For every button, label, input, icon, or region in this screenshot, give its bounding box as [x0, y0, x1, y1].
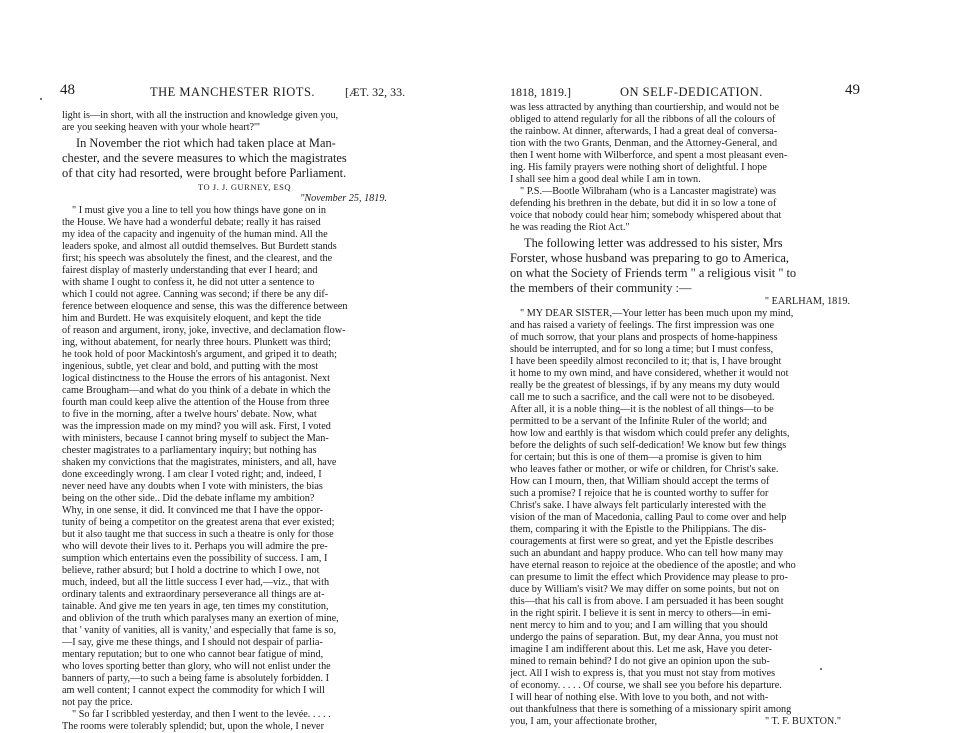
text-line: shaken my convictions that the magistrates, ministers, and all, have — [62, 457, 337, 468]
text-line: who loves sporting better than glory, who will not enlist under the — [62, 661, 331, 672]
text-line: ing. His family prayers were nothing short of delightful. I hope — [510, 162, 767, 173]
right-body — [510, 102, 875, 728]
text-line: duce by William's visit? We may differ on some points, but not on — [510, 584, 780, 595]
right-page — [490, 0, 980, 727]
text-line: who leaves father or mother, or wife or children, for Christ's sake. — [510, 464, 779, 475]
left-running-head: THE MANCHESTER RIOTS. — [150, 85, 316, 99]
text-line: " MY DEAR SISTER,—Your letter has been much upon my mind, — [520, 308, 794, 319]
text-line: chester, and the severe measures to which the magistrates — [62, 151, 347, 165]
text-line: such an abundant and happy produce. Who can tell how many may — [510, 548, 784, 559]
text-line: After all, it is a noble thing—it is the noblest of all things—to be — [510, 404, 774, 415]
text-line: of reason and argument, irony, joke, invective, and declamation flow- — [62, 325, 346, 336]
left-page-number: 48 — [60, 82, 75, 98]
text-line: first; his speech was absolutely the finest, and the clearest, and the — [62, 253, 333, 264]
text-line: vision of the man of Macedonia, calling Paul to come over and help — [510, 512, 787, 523]
left-paragraph — [62, 136, 427, 181]
text-line: him and Burdett. He was exquisitely eloquent, and kept the tide — [62, 313, 322, 324]
text-line: defending his brethren in the debate, but did it in so low a tone of — [510, 198, 777, 209]
text-line: obliged to attend regularly for all the ribbons of all the colours of — [510, 114, 776, 125]
text-line: how low and earthly is that wisdom which could prefer any delights, — [510, 428, 790, 439]
text-line: believe, rather absurd; but I hold a doctrine to which I owe, not — [62, 565, 320, 576]
text-line: The following letter was addressed to his sister, Mrs — [524, 236, 783, 250]
text-line: " So far I scribbled yesterday, and then I went to the levée. . . . . — [72, 709, 331, 720]
text-line: on what the Society of Friends term " a religious visit " to — [510, 266, 797, 280]
text-line: The rooms were tolerably splendid; but, upon the whole, I never — [62, 721, 324, 732]
text-line: the members of their community :— — [510, 281, 692, 295]
text-line: to five in the morning, after a twelve hours' debate. Now, what — [62, 409, 317, 420]
text-line: not pay the price. — [62, 697, 133, 708]
text-line: and oblivion of the truth which paralyses many an exertion of mine, — [62, 613, 339, 624]
margin-mark — [40, 98, 42, 100]
right-closing-line: you, I am, your affectionate brother, — [510, 716, 658, 727]
left-page — [0, 0, 490, 732]
text-line: my idea of the capacity and ingenuity of the human mind. All the — [62, 229, 328, 240]
text-line: I shall see him a good deal while I am in town. — [510, 174, 701, 185]
text-line: never need have any doubts when I vote with ministers, the bias — [62, 481, 323, 492]
text-line: are you seeking heaven with your whole heart?'" — [62, 122, 261, 133]
text-line: in the right spirit. I believe it is sent in mercy to others—in emi- — [510, 608, 771, 619]
text-line: such a promise? I rejoice that he is counted worthy to suffer for — [510, 488, 769, 499]
left-date: "November 25, 1819. — [300, 193, 387, 204]
text-line: out thankfulness that there is something of a missionary spirit among — [510, 704, 792, 715]
text-line: tunity of being a competitor on the greatest arena that ever existed; — [62, 517, 335, 528]
right-date: " EARLHAM, 1819. — [764, 296, 850, 307]
text-line: fourth man could keep alive the attention of the House from three — [62, 397, 330, 408]
text-line: undergo the pains of separation. But, my dear Anna, you must not — [510, 632, 779, 643]
text-line: but it also taught me that success in such a theatre is only for those — [62, 529, 334, 540]
text-line: tainable. And give me ten years in age, ten times my constitution, — [62, 601, 329, 612]
right-letter — [510, 308, 875, 716]
text-line: have eternal reason to rejoice at the obedience of the apostle; and who — [510, 560, 796, 571]
right-running-head: ON SELF-DEDICATION. — [620, 85, 763, 99]
text-line: fairest display of masterly understanding that ever I heard; and — [62, 265, 318, 276]
text-line: " P.S.—Bootle Wilbraham (who is a Lancaster magistrate) was — [520, 186, 776, 197]
text-line: ing, without abatement, for nearly three hours. Plunkett was third; — [62, 337, 331, 348]
text-line: light is—in short, with all the instruction and knowledge given you, — [62, 110, 339, 121]
left-intro — [62, 110, 427, 134]
left-body — [62, 110, 427, 733]
text-line: ference between eloquence and sense, this was the difference between — [62, 301, 348, 312]
text-line: it home to my own mind, and have considered, whether it would not — [510, 368, 789, 379]
text-line: who will devote their lives to it. Perhaps you will admire the pre- — [62, 541, 328, 552]
text-line: Forster, whose husband was preparing to go to America, — [510, 251, 789, 265]
text-line: being on the other side.. Did the debate inflame my ambition? — [62, 493, 315, 504]
text-line: the rainbow. At dinner, afterwards, I had a great deal of conversa- — [510, 126, 778, 137]
text-line: before the delights of such self-dedication! We know but few things — [510, 440, 787, 451]
text-line: Christ's sake. I have always felt particularly interested with the — [510, 500, 766, 511]
text-line: leaders spoke, and almost all outdid themselves. But Burdett stands — [62, 241, 337, 252]
text-line: am well content; I cannot expect the commodity for which I will — [62, 685, 325, 696]
margin-mark — [820, 668, 822, 670]
text-line: this—that his call is from above. I am persuaded it has been sought — [510, 596, 784, 607]
text-line: mined to remain behind? I do not give an opinion upon the sub- — [510, 656, 770, 667]
text-line: In November the riot which had taken place at Man- — [76, 136, 336, 150]
text-line: chester magistrates to a parliamentary inquiry; but nothing has — [62, 445, 317, 456]
text-line: much, indeed, but all the little success I ever had,—viz., that with — [62, 577, 330, 588]
text-line: ordinary talents and extraordinary perseverance all things are at- — [62, 589, 325, 600]
text-line: done exceedingly wrong. I am clear I voted right; and, indeed, I — [62, 469, 322, 480]
text-line: —I say, give me these things, and I should not despair of parlia- — [62, 637, 323, 648]
text-line: ject. All I wish to express is, that you must not stay from motives — [510, 668, 776, 679]
left-addressee: TO J. J. GURNEY, ESQ — [197, 182, 292, 192]
text-line: with ministers, because I cannot bring myself to subject the Man- — [62, 433, 329, 444]
text-line: should be interrupted, and for so long a time; but I must confess, — [510, 344, 774, 355]
text-line: couragements at first were so great, and yet the Epistle describes — [510, 536, 774, 547]
text-line: can presume to limit the effect which Providence may please to pro- — [510, 572, 788, 583]
text-line: banners of party,—to such a being fame is absolutely forbidden. I — [62, 673, 329, 684]
text-line: imagine I am indifferent about this. Let me ask, Have you deter- — [510, 644, 772, 655]
text-line: came Brougham—and what do you think of a debate in which the — [62, 385, 331, 396]
right-years: 1818, 1819.] — [510, 85, 571, 99]
text-line: voice that nobody could hear him; somebody whispered about that — [510, 210, 782, 221]
text-line: ingenious, subtle, yet clear and bold, and putting with the most — [62, 361, 319, 372]
text-line: was the impression made on my mind? you will ask. First, I voted — [62, 421, 331, 432]
right-paragraph — [510, 236, 875, 296]
text-line: of economy. . . . . Of course, we shall see you before his departure. — [510, 680, 782, 691]
text-line: call me to such a sacrifice, and the call were not to be disobeyed. — [510, 392, 775, 403]
left-age-note: [ÆT. 32, 33. — [345, 85, 406, 99]
text-line: I will hear of nothing else. With love to you both, and not with- — [510, 692, 769, 703]
text-line: I have been speedily almost reconciled to it; that is, I have brought — [510, 356, 782, 367]
text-line: the House. We have had a wonderful debate; really it has raised — [62, 217, 321, 228]
text-line: with shame I ought to confess it, he did not utter a sentence to — [62, 277, 315, 288]
text-line: and has raised a variety of feelings. The first impression was one — [510, 320, 775, 331]
text-line: which I could not agree. Canning was second; if there be any dif- — [62, 289, 329, 300]
text-line: permitted to be a servant of the Infinite Ruler of the world; and — [510, 416, 767, 427]
text-line: " I must give you a line to tell you how things have gone on in — [72, 205, 327, 216]
text-line: was less attracted by anything than courtiership, and would not be — [510, 102, 780, 113]
text-line: that ' vanity of vanities, all is vanity,' and especially that fame is so, — [62, 625, 337, 636]
text-line: them, comparing it with the Epistle to the Philippians. The dis- — [510, 524, 767, 535]
text-line: tion with the two Grants, Denman, and the Attorney-General, and — [510, 138, 778, 149]
right-page-number: 49 — [845, 82, 860, 98]
text-line: mentary reputation; but to one who cannot bear fatigue of mind, — [62, 649, 324, 660]
text-line: sumption which entertains even the possibility of success. I am, I — [62, 553, 328, 564]
right-signature: " T. F. BUXTON." — [765, 716, 841, 727]
text-line: Why, in one sense, it did. It convinced me that I have the oppor- — [62, 505, 324, 516]
text-line: he was reading the Riot Act." — [510, 222, 630, 233]
text-line: of much sorrow, that your plans and prospects of home-happiness — [510, 332, 778, 343]
text-line: then I went home with Wilberforce, and spent a most pleasant even- — [510, 150, 788, 161]
text-line: nent mercy to him and to you; and I am willing that you should — [510, 620, 768, 631]
text-line: logical distinctness to the House the errors of his antagonist. Next — [62, 373, 330, 384]
text-line: he took hold of poor Mackintosh's argument, and griped it to death; — [62, 349, 337, 360]
text-line: for certain; but this is one of them—a promise is given to him — [510, 452, 762, 463]
text-line: of that city had resorted, were brought before Parliament. — [62, 166, 347, 180]
text-line: really be the greatest of blessings, if by any means my duty would — [510, 380, 780, 391]
text-line: How can I mourn, then, that William should accept the terms of — [510, 476, 770, 487]
left-letter — [62, 205, 427, 733]
right-intro — [510, 102, 875, 234]
